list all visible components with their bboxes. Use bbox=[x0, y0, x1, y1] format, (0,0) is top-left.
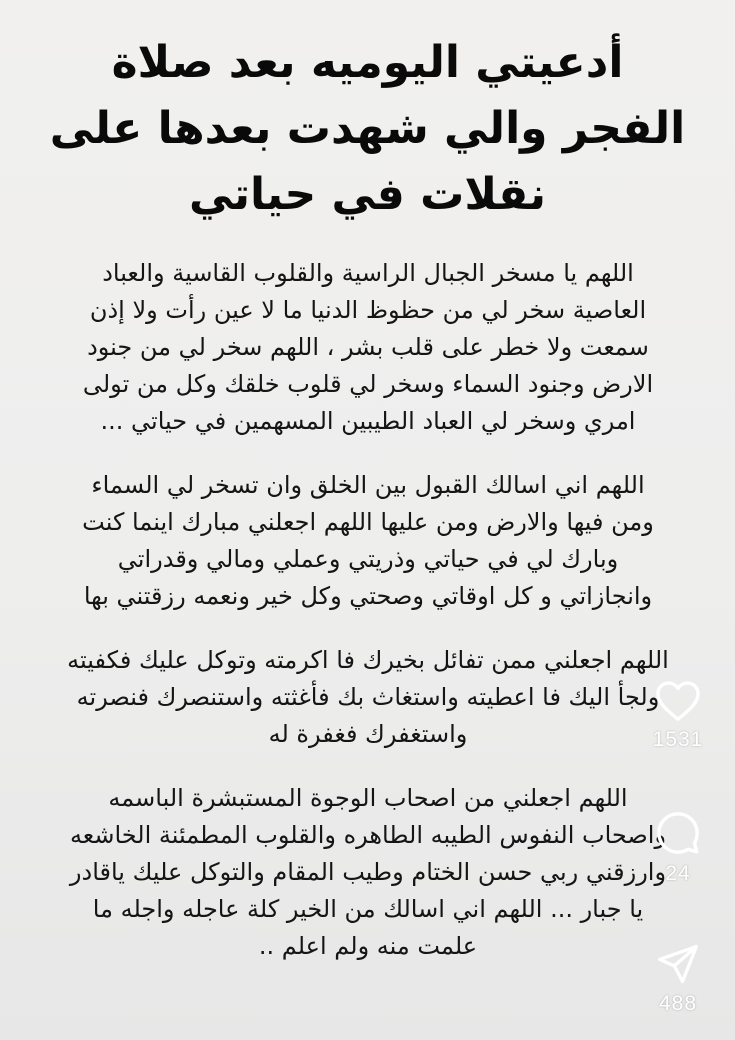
comment-count: 24 bbox=[665, 862, 691, 885]
text-line: سمعت ولا خطر على قلب بشر ، اللهم سخر لي من جنود bbox=[87, 333, 649, 361]
text-line: اللهم اجعلني ممن تفائل بخيرك فا اكرمته وتوكل عليك فكفيته bbox=[67, 646, 669, 674]
text-line: واستغفرك فغفرة له bbox=[268, 720, 468, 748]
title-line: الفجر والي شهدت بعدها على bbox=[49, 103, 686, 154]
like-count: 1531 bbox=[652, 728, 704, 751]
text-line: وارزقني ربي حسن الختام وطيب المقام والتوكل عليك ياقادر bbox=[69, 858, 667, 886]
text-line: ومن فيها والارض ومن عليها اللهم اجعلني مبارك اينما كنت bbox=[82, 508, 654, 536]
dua-paragraph-4 bbox=[48, 780, 688, 965]
text-line: اللهم اجعلني من اصحاب الوجوة المستبشرة الباسمه bbox=[108, 784, 628, 812]
text-line: واصحاب النفوس الطيبه الطاهره والقلوب المطمئنة الخاشعه bbox=[69, 821, 667, 849]
text-line: اللهم اني اسالك القبول بين الخلق وان تسخر لي السماء bbox=[91, 471, 645, 499]
title-line: أدعيتي اليوميه بعد صلاة bbox=[111, 37, 624, 88]
text-line: امري وسخر لي العباد الطيبين المسهمين في حياتي ... bbox=[100, 407, 636, 435]
heart-icon[interactable] bbox=[655, 680, 701, 722]
text-line: اللهم يا مسخر الجبال الراسية والقلوب القاسية والعباد bbox=[102, 259, 634, 287]
like-button[interactable] bbox=[643, 680, 713, 752]
title-line: نقلات في حياتي bbox=[188, 169, 546, 220]
dua-paragraph-2 bbox=[48, 467, 688, 615]
text-line: علمت منه ولم اعلم .. bbox=[258, 932, 478, 960]
share-button[interactable] bbox=[643, 942, 713, 1016]
text-line: يا جبار ... اللهم اني اسالك من الخير كلة عاجله واجله ما bbox=[92, 895, 644, 923]
post-body bbox=[48, 255, 688, 992]
text-line: ولجأ اليك فا اعطيته واستغاث بك فأغثته واستنصرك فنصرته bbox=[76, 683, 660, 711]
comment-icon[interactable] bbox=[655, 810, 701, 856]
text-line: وانجازاتي و كل اوقاتي وصحتي وكل خير ونعمه رزقتني بها bbox=[83, 582, 653, 610]
dua-paragraph-3 bbox=[48, 642, 688, 753]
dua-paragraph-1 bbox=[48, 255, 688, 440]
text-line: الارض وجنود السماء وسخر لي قلوب خلقك وكل من تولى bbox=[82, 370, 654, 398]
text-line: العاصية سخر لي من حظوظ الدنيا ما لا عين رأت ولا إذن bbox=[89, 296, 647, 324]
text-line: وبارك لي في حياتي وذريتي وعملي ومالي وقدراتي bbox=[117, 545, 619, 573]
post-title bbox=[30, 30, 705, 228]
share-icon[interactable] bbox=[656, 942, 700, 986]
share-count: 488 bbox=[658, 992, 698, 1015]
comment-button[interactable] bbox=[643, 810, 713, 886]
